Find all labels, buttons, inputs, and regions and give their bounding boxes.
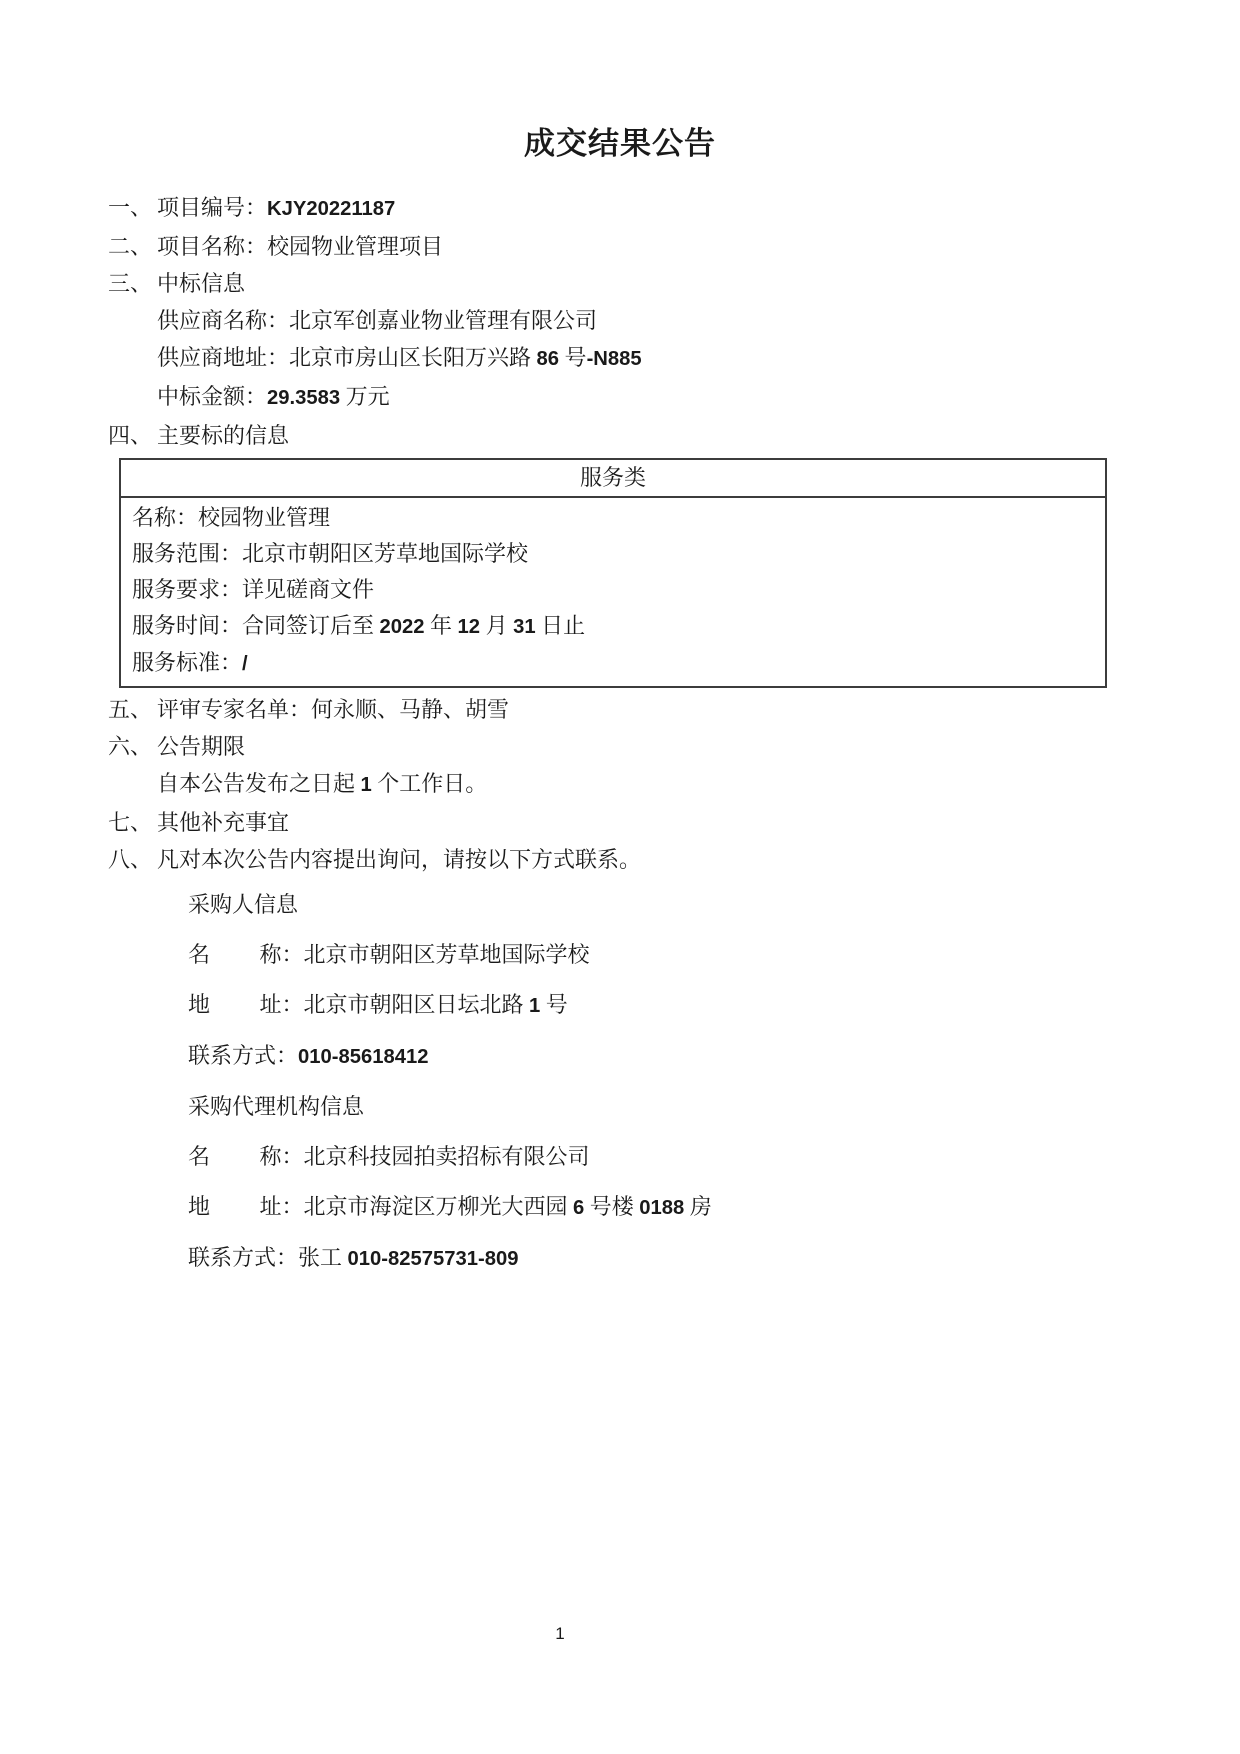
- contact-section: [108, 880, 1170, 1284]
- item-number: 七、: [108, 810, 153, 835]
- sub-item: [108, 378, 1170, 417]
- list-item: [108, 691, 1170, 728]
- goods-info-table: [119, 458, 1107, 688]
- section-top-items: [108, 189, 1170, 454]
- item-value: 何永顺、马静、胡雪: [311, 697, 510, 722]
- list-item: [108, 228, 1170, 265]
- section-bottom-items: [108, 691, 1170, 878]
- list-item: [108, 728, 1170, 765]
- contact-line: 采购代理机构信息: [188, 1094, 365, 1119]
- item-label: 其他补充事宜: [157, 810, 290, 835]
- table-row: 服务范围：北京市朝阳区芳草地国际学校: [132, 541, 529, 566]
- list-item: [108, 265, 1170, 302]
- item-label: 中标信息: [157, 271, 246, 296]
- item-label: 中标金额：: [157, 384, 268, 409]
- item-number: 五、: [108, 697, 153, 722]
- contact-line: 名 称：北京科技园拍卖招标有限公司: [188, 1144, 590, 1169]
- item-value: 北京军创嘉业物业管理有限公司: [289, 308, 598, 333]
- item-value: 29.3583 万元: [267, 384, 390, 409]
- document-body: [0, 189, 1240, 1284]
- contact-line: 地 址：北京市朝阳区日坛北路 1 号: [188, 992, 568, 1017]
- list-item: [108, 189, 1170, 228]
- item-number: 八、: [108, 847, 153, 872]
- list-item: [108, 804, 1170, 841]
- contact-line: 联系方式：张工 010-82575731-809: [188, 1245, 519, 1270]
- table-header-cell: 服务类: [121, 460, 1105, 498]
- sub-item: [108, 302, 1170, 339]
- item-value: KJY20221187: [267, 198, 396, 220]
- table-body-cell: [121, 498, 1105, 686]
- item-label: 凡对本次公告内容提出询问，请按以下方式联系。: [157, 847, 642, 872]
- contact-line: 地 址：北京市海淀区万柳光大西园 6 号楼 0188 房: [188, 1194, 712, 1219]
- item-value: 校园物业管理项目: [267, 234, 444, 259]
- table-row: 服务时间：合同签订后至 2022 年 12 月 31 日止: [132, 613, 586, 638]
- item-number: 三、: [108, 271, 153, 296]
- sub-item: [108, 339, 1170, 378]
- item-number: 一、: [108, 195, 153, 220]
- item-label: 主要标的信息: [157, 423, 290, 448]
- contact-line: 采购人信息: [188, 892, 299, 917]
- table-row: 名称：校园物业管理: [132, 505, 331, 530]
- contact-line: 联系方式：010-85618412: [188, 1043, 429, 1068]
- item-label: 供应商名称：: [157, 308, 290, 333]
- list-item: [108, 841, 1170, 878]
- item-label: 项目名称：: [157, 234, 268, 259]
- item-label: 自本公告发布之日起 1 个工作日。: [157, 771, 488, 796]
- sub-item: [108, 765, 1170, 804]
- item-label: 评审专家名单：: [157, 697, 312, 722]
- table-row: 服务标准：/: [132, 650, 248, 675]
- page-number: 1: [555, 1624, 565, 1643]
- item-number: 四、: [108, 423, 153, 448]
- list-item: [108, 417, 1170, 454]
- page-title: 成交结果公告: [524, 126, 716, 161]
- item-number: 二、: [108, 234, 153, 259]
- table-row: 服务要求：详见磋商文件: [132, 577, 375, 602]
- item-value: 北京市房山区长阳万兴路 86 号-N885: [289, 345, 642, 370]
- item-label: 项目编号：: [157, 195, 268, 220]
- item-label: 供应商地址：: [157, 345, 290, 370]
- item-number: 六、: [108, 734, 153, 759]
- contact-line: 名 称：北京市朝阳区芳草地国际学校: [188, 942, 590, 967]
- item-label: 公告期限: [157, 734, 246, 759]
